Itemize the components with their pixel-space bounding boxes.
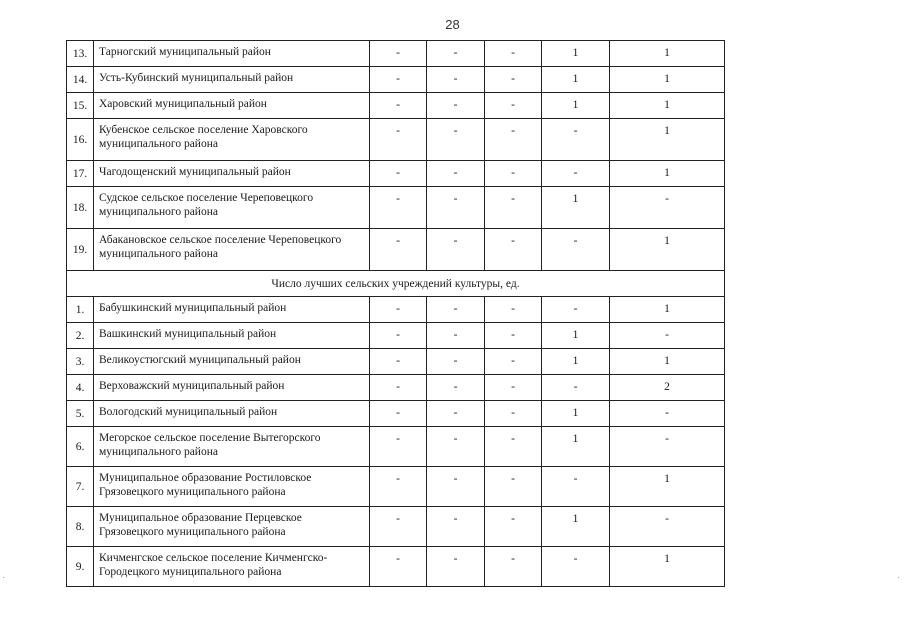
page-number: 28	[445, 17, 460, 32]
value-cell: -	[370, 467, 427, 507]
value-cell: -	[370, 119, 427, 161]
table-row	[67, 375, 725, 401]
table-row	[67, 349, 725, 375]
table-row	[67, 467, 725, 507]
value-cell: -	[427, 297, 485, 323]
value-cell: -	[485, 375, 542, 401]
value-cell: -	[542, 119, 610, 161]
row-name: Тарногский муниципальный район	[94, 41, 370, 67]
table-row	[67, 401, 725, 427]
value-cell: 1	[542, 507, 610, 547]
row-name: Муниципальное образование Ростиловское Грязовецкого муниципального района	[94, 467, 370, 507]
value-cell: -	[370, 41, 427, 67]
table-row	[67, 547, 725, 587]
value-cell: 1	[542, 323, 610, 349]
value-cell: -	[370, 229, 427, 271]
value-cell: -	[427, 41, 485, 67]
row-name: Чагодощенский муниципальный район	[94, 161, 370, 187]
value-cell: -	[370, 187, 427, 229]
row-number: 9.	[67, 547, 94, 587]
value-cell: -	[542, 467, 610, 507]
value-cell: 1	[542, 427, 610, 467]
scan-edge-mark: ·	[897, 572, 901, 583]
row-name: Верховажский муниципальный район	[94, 375, 370, 401]
value-cell: -	[370, 67, 427, 93]
row-name: Усть-Кубинский муниципальный район	[94, 67, 370, 93]
table-row	[67, 187, 725, 229]
table-body-bottom	[67, 297, 725, 587]
row-name: Кубенское сельское поселение Харовского муниципального района	[94, 119, 370, 161]
value-cell: -	[370, 547, 427, 587]
row-name: Муниципальное образование Перцевское Грязовецкого муниципального района	[94, 507, 370, 547]
row-number: 6.	[67, 427, 94, 467]
table-row	[67, 229, 725, 271]
value-cell: 1	[610, 119, 725, 161]
row-number: 3.	[67, 349, 94, 375]
table-row	[67, 41, 725, 67]
value-cell: 1	[610, 297, 725, 323]
value-cell: 1	[610, 67, 725, 93]
value-cell: -	[370, 507, 427, 547]
table-row	[67, 161, 725, 187]
row-number: 19.	[67, 229, 94, 271]
value-cell: -	[610, 323, 725, 349]
value-cell: -	[485, 547, 542, 587]
row-name: Кичменгское сельское поселение Кичменгско-Городецкого муниципального района	[94, 547, 370, 587]
value-cell: 1	[542, 187, 610, 229]
value-cell: -	[427, 427, 485, 467]
table-section	[67, 271, 725, 297]
value-cell: 1	[542, 67, 610, 93]
value-cell: -	[370, 349, 427, 375]
row-name: Вашкинский муниципальный район	[94, 323, 370, 349]
row-number: 13.	[67, 41, 94, 67]
table-row	[67, 323, 725, 349]
row-number: 5.	[67, 401, 94, 427]
row-number: 14.	[67, 67, 94, 93]
row-name: Харовский муниципальный район	[94, 93, 370, 119]
value-cell: -	[485, 427, 542, 467]
value-cell: 1	[610, 349, 725, 375]
value-cell: -	[485, 187, 542, 229]
value-cell: 1	[542, 349, 610, 375]
value-cell: -	[485, 349, 542, 375]
value-cell: -	[427, 67, 485, 93]
row-number: 2.	[67, 323, 94, 349]
value-cell: -	[610, 507, 725, 547]
value-cell: -	[370, 93, 427, 119]
value-cell: -	[485, 401, 542, 427]
row-name: Бабушкинский муниципальный район	[94, 297, 370, 323]
value-cell: 1	[610, 93, 725, 119]
value-cell: -	[542, 547, 610, 587]
value-cell: -	[427, 401, 485, 427]
value-cell: -	[427, 323, 485, 349]
value-cell: -	[370, 427, 427, 467]
value-cell: -	[485, 161, 542, 187]
row-number: 15.	[67, 93, 94, 119]
value-cell: -	[542, 297, 610, 323]
value-cell: -	[427, 187, 485, 229]
table-body-top	[67, 41, 725, 271]
value-cell: 1	[610, 467, 725, 507]
row-name: Судское сельское поселение Череповецкого муниципального района	[94, 187, 370, 229]
table-row	[67, 427, 725, 467]
value-cell: -	[370, 323, 427, 349]
value-cell: -	[370, 161, 427, 187]
value-cell: -	[485, 93, 542, 119]
value-cell: 1	[542, 41, 610, 67]
value-cell: 1	[610, 41, 725, 67]
value-cell: 1	[610, 547, 725, 587]
scan-edge-mark: ·	[2, 572, 6, 583]
value-cell: 1	[610, 161, 725, 187]
section-header: Число лучших сельских учреждений культуры, ед.	[67, 271, 725, 297]
value-cell: -	[427, 161, 485, 187]
table-row	[67, 93, 725, 119]
row-number: 1.	[67, 297, 94, 323]
value-cell: -	[427, 229, 485, 271]
value-cell: -	[542, 161, 610, 187]
value-cell: 1	[542, 93, 610, 119]
row-number: 7.	[67, 467, 94, 507]
row-name: Абакановское сельское поселение Череповецкого муниципального района	[94, 229, 370, 271]
row-number: 17.	[67, 161, 94, 187]
table-row	[67, 297, 725, 323]
value-cell: -	[610, 187, 725, 229]
value-cell: -	[542, 229, 610, 271]
row-number: 18.	[67, 187, 94, 229]
value-cell: -	[485, 323, 542, 349]
value-cell: 2	[610, 375, 725, 401]
value-cell: -	[610, 427, 725, 467]
value-cell: -	[485, 41, 542, 67]
value-cell: -	[370, 375, 427, 401]
row-name: Вологодский муниципальный район	[94, 401, 370, 427]
row-number: 8.	[67, 507, 94, 547]
row-name: Мегорское сельское поселение Вытегорского муниципального района	[94, 427, 370, 467]
row-number: 4.	[67, 375, 94, 401]
value-cell: -	[485, 67, 542, 93]
value-cell: -	[427, 547, 485, 587]
value-cell: -	[485, 229, 542, 271]
value-cell: -	[485, 297, 542, 323]
value-cell: -	[427, 467, 485, 507]
value-cell: -	[427, 375, 485, 401]
value-cell: -	[427, 93, 485, 119]
value-cell: 1	[610, 229, 725, 271]
value-cell: -	[485, 119, 542, 161]
table-row	[67, 119, 725, 161]
value-cell: -	[370, 297, 427, 323]
value-cell: 1	[542, 401, 610, 427]
value-cell: -	[370, 401, 427, 427]
value-cell: -	[610, 401, 725, 427]
value-cell: -	[485, 507, 542, 547]
value-cell: -	[485, 467, 542, 507]
table-row	[67, 507, 725, 547]
row-number: 16.	[67, 119, 94, 161]
value-cell: -	[542, 375, 610, 401]
value-cell: -	[427, 349, 485, 375]
row-name: Великоустюгский муниципальный район	[94, 349, 370, 375]
value-cell: -	[427, 507, 485, 547]
value-cell: -	[427, 119, 485, 161]
document-table	[66, 40, 725, 587]
table-row	[67, 67, 725, 93]
